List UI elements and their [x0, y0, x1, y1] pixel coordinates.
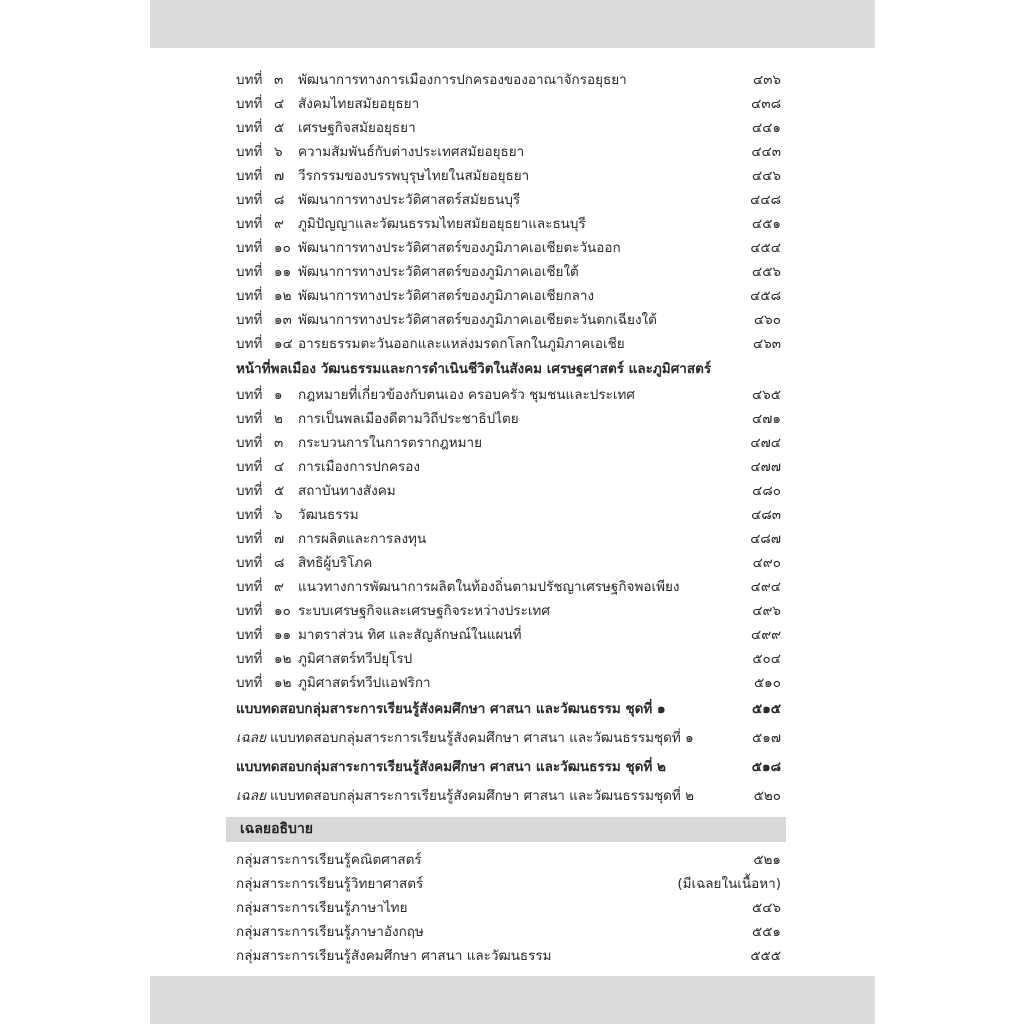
chapter-label: บทที่	[236, 411, 263, 427]
page-number: ๕๒๐	[753, 788, 781, 804]
chapter-number: ๑๑	[274, 264, 292, 280]
entry-title-text: แบบทดสอบกลุ่มสาระการเรียนรู้สังคมศึกษา ศาสนา และวัฒนธรรมชุดที่ ๒	[270, 788, 695, 804]
answer-subject-entry	[236, 872, 781, 896]
toc-entry	[236, 236, 781, 260]
chapter-label: บทที่	[236, 96, 263, 112]
chapter-title: ความสัมพันธ์กับต่างประเทศสมัยอยุธยา	[298, 144, 525, 160]
answer-prefix: เฉลย	[236, 730, 266, 746]
chapter-title: วัฒนธรรม	[298, 507, 359, 523]
chapter-label: บทที่	[236, 483, 263, 499]
subject-title: กลุ่มสาระการเรียนรู้สังคมศึกษา ศาสนา และวัฒนธรรม	[236, 948, 552, 964]
subject-title: กลุ่มสาระการเรียนรู้ภาษาไทย	[236, 900, 408, 916]
chapter-title: ระบบเศรษฐกิจและเศรษฐกิจระหว่างประเทศ	[298, 603, 550, 619]
toc-entry	[236, 623, 781, 647]
answers-list	[236, 848, 781, 968]
page-number: ๔๘๓	[751, 507, 781, 523]
chapter-title: แนวทางการพัฒนาการผลิตในท้องถิ่นตามปรัชญาเศรษฐกิจพอเพียง	[298, 579, 680, 595]
chapter-title: ภูมิศาสตร์ทวีปแอฟริกา	[298, 675, 431, 691]
chapter-number: ๑๑	[274, 627, 292, 643]
entry-title	[236, 724, 694, 753]
test-entry	[236, 695, 781, 724]
answers-section-heading: เฉลยอธิบาย	[240, 821, 314, 837]
chapter-label: บทที่	[236, 435, 263, 451]
chapter-number: ๑๐	[274, 603, 291, 619]
chapter-label: บทที่	[236, 555, 263, 571]
page-number: ๔๔๓	[751, 144, 781, 160]
answer-subject-entry	[236, 848, 781, 872]
chapter-label: บทที่	[236, 120, 263, 136]
chapter-number: ๑๒	[274, 651, 292, 667]
chapter-title: พัฒนาการทางประวัติศาสตร์ของภูมิภาคเอเชียกลาง	[298, 288, 595, 304]
toc-entry	[236, 164, 781, 188]
chapter-number: ๙	[274, 216, 284, 232]
chapter-label: บทที่	[236, 72, 263, 88]
toc-entry	[236, 284, 781, 308]
chapter-label: บทที่	[236, 264, 263, 280]
chapter-title: ภูมิศาสตร์ทวีปยุโรป	[298, 651, 413, 667]
page-number: ๔๔๖	[751, 168, 781, 184]
entry-title-text: แบบทดสอบกลุ่มสาระการเรียนรู้สังคมศึกษา ศาสนา และวัฒนธรรม ชุดที่ ๑	[236, 701, 666, 717]
page-number: ๕๑๘	[751, 759, 781, 775]
chapter-number: ๙	[274, 579, 284, 595]
chapter-number: ๘	[274, 192, 285, 208]
subject-title: กลุ่มสาระการเรียนรู้คณิตศาสตร์	[236, 852, 422, 868]
chapter-number: ๑๒	[274, 675, 292, 691]
bottom-margin-bar	[150, 976, 875, 1024]
answer-entry	[236, 724, 781, 753]
chapter-title: กฎหมายที่เกี่ยวข้องกับตนเอง ครอบครัว ชุมชนและประเทศ	[298, 387, 635, 403]
answer-entry	[236, 782, 781, 811]
table-of-contents	[236, 68, 781, 811]
toc-entry	[236, 551, 781, 575]
toc-entry	[236, 575, 781, 599]
page-number: (มีเฉลยในเนื้อหา)	[677, 876, 781, 892]
toc-entry	[236, 407, 781, 431]
subject-title: กลุ่มสาระการเรียนรู้วิทยาศาสตร์	[236, 876, 424, 892]
chapter-label: บทที่	[236, 216, 263, 232]
page-number: ๔๙๖	[752, 603, 781, 619]
chapter-number: ๔	[274, 96, 285, 112]
page-number: ๕๒๑	[753, 852, 781, 868]
page-number: ๔๘๗	[750, 531, 781, 547]
toc-entry	[236, 671, 781, 695]
chapter-number: ๓	[274, 435, 284, 451]
chapter-label: บทที่	[236, 312, 263, 328]
page-number: ๔๓๖	[752, 72, 781, 88]
test-entry	[236, 753, 781, 782]
chapter-title: พัฒนาการทางประวัติศาสตร์ของภูมิภาคเอเชียตะวันตกเฉียงใต้	[298, 312, 657, 328]
page-number: ๔๗๔	[750, 435, 781, 451]
toc-entry	[236, 503, 781, 527]
page-number: ๕๑๗	[752, 730, 781, 746]
chapter-number: ๑๓	[274, 312, 292, 328]
page-number: ๕๕๑	[751, 924, 781, 940]
chapter-number: ๔	[274, 459, 285, 475]
toc-entry	[236, 260, 781, 284]
chapter-number: ๖	[274, 144, 283, 160]
toc-entry	[236, 479, 781, 503]
page-number: ๔๖๕	[751, 387, 781, 403]
toc-entry	[236, 647, 781, 671]
page-number: ๔๙๐	[752, 555, 781, 571]
page-number: ๕๔๖	[751, 900, 781, 916]
page-number: ๔๕๖	[751, 264, 781, 280]
entry-title	[236, 695, 666, 724]
chapter-title: สิทธิผู้บริโภค	[298, 555, 373, 571]
chapter-title: พัฒนาการทางการเมืองการปกครองของอาณาจักรอยุธยา	[298, 72, 627, 88]
toc-entry	[236, 212, 781, 236]
answer-subject-entry	[236, 920, 781, 944]
chapter-title: พัฒนาการทางประวัติศาสตร์ของภูมิภาคเอเชียตะวันออก	[298, 240, 621, 256]
answer-subject-entry	[236, 944, 781, 968]
chapter-title: การเมืองการปกครอง	[298, 459, 420, 475]
chapter-label: บทที่	[236, 192, 263, 208]
test-list	[236, 695, 781, 811]
chapter-label: บทที่	[236, 651, 263, 667]
page-number: ๕๑๕	[751, 701, 781, 717]
chapter-number: ๗	[274, 531, 285, 547]
toc-entry	[236, 599, 781, 623]
answer-prefix: เฉลย	[236, 788, 266, 804]
section-heading: หน้าที่พลเมือง วัฒนธรรมและการดำเนินชีวิตในสังคม เศรษฐศาสตร์ และภูมิศาสตร์	[236, 361, 712, 377]
chapter-number: ๑๔	[274, 336, 293, 352]
toc-entry	[236, 92, 781, 116]
chapter-label: บทที่	[236, 675, 263, 691]
chapter-list-history	[236, 68, 781, 356]
page-number: ๔๓๘	[751, 96, 781, 112]
chapter-number: ๕	[274, 120, 285, 136]
page-number: ๔๕๔	[750, 240, 781, 256]
chapter-title: พัฒนาการทางประวัติศาสตร์สมัยธนบุรี	[298, 192, 521, 208]
page-number: ๔๔๘	[750, 192, 781, 208]
answers-section-band	[226, 817, 786, 842]
entry-title	[236, 753, 666, 782]
chapter-label: บทที่	[236, 144, 263, 160]
page-number: ๔๔๑	[751, 120, 781, 136]
chapter-title: มาตราส่วน ทิศ และสัญลักษณ์ในแผนที่	[298, 627, 522, 643]
toc-entry	[236, 431, 781, 455]
chapter-label: บทที่	[236, 579, 263, 595]
chapter-title: เศรษฐกิจสมัยอยุธยา	[298, 120, 416, 136]
chapter-title: สังคมไทยสมัยอยุธยา	[298, 96, 420, 112]
page-number: ๕๐๔	[752, 651, 781, 667]
entry-title-text: แบบทดสอบกลุ่มสาระการเรียนรู้สังคมศึกษา ศาสนา และวัฒนธรรมชุดที่ ๑	[270, 730, 694, 746]
chapter-label: บทที่	[236, 459, 263, 475]
chapter-title: สถาบันทางสังคม	[298, 483, 396, 499]
page-number: ๔๗๑	[752, 411, 781, 427]
subject-title: กลุ่มสาระการเรียนรู้ภาษาอังกฤษ	[236, 924, 424, 940]
chapter-title: กระบวนการในการตรากฎหมาย	[298, 435, 483, 451]
chapter-title: การเป็นพลเมืองดีตามวิถีประชาธิปไตย	[298, 411, 519, 427]
toc-entry	[236, 188, 781, 212]
chapter-number: ๑๐	[274, 240, 291, 256]
entry-title-text: แบบทดสอบกลุ่มสาระการเรียนรู้สังคมศึกษา ศาสนา และวัฒนธรรม ชุดที่ ๒	[236, 759, 666, 775]
toc-entry	[236, 332, 781, 356]
chapter-label: บทที่	[236, 387, 263, 403]
page-number: ๔๘๐	[752, 483, 781, 499]
page-number: ๔๖๐	[753, 312, 781, 328]
chapter-title: การผลิตและการลงทุน	[298, 531, 427, 547]
chapter-number: ๓	[274, 72, 284, 88]
chapter-label: บทที่	[236, 168, 263, 184]
toc-entry	[236, 383, 781, 407]
toc-entry	[236, 527, 781, 551]
chapter-label: บทที่	[236, 507, 263, 523]
chapter-label: บทที่	[236, 603, 263, 619]
page-number: ๔๖๓	[752, 336, 781, 352]
toc-entry	[236, 68, 781, 92]
chapter-list-civics	[236, 383, 781, 695]
toc-entry	[236, 308, 781, 332]
page-number: ๕๑๐	[753, 675, 781, 691]
chapter-title: อารยธรรมตะวันออกและแหล่งมรดกโลกในภูมิภาคเอเชีย	[298, 336, 625, 352]
toc-entry	[236, 116, 781, 140]
chapter-label: บทที่	[236, 240, 263, 256]
chapter-label: บทที่	[236, 288, 263, 304]
chapter-number: ๑	[274, 387, 283, 403]
chapter-number: ๘	[274, 555, 285, 571]
top-margin-bar	[150, 0, 875, 48]
chapter-label: บทที่	[236, 336, 263, 352]
chapter-label: บทที่	[236, 531, 263, 547]
chapter-title: วีรกรรมของบรรพบุรุษไทยในสมัยอยุธยา	[298, 168, 530, 184]
chapter-title: ภูมิปัญญาและวัฒนธรรมไทยสมัยอยุธยาและธนบุรี	[298, 216, 586, 232]
toc-entry	[236, 140, 781, 164]
page-number: ๔๕๘	[750, 288, 781, 304]
page-number: ๔๗๗	[750, 459, 781, 475]
page-number: ๔๕๑	[751, 216, 781, 232]
chapter-number: ๑๒	[274, 288, 292, 304]
chapter-number: ๖	[274, 507, 283, 523]
chapter-number: ๕	[274, 483, 285, 499]
entry-title	[236, 782, 694, 811]
page-number: ๕๕๕	[750, 948, 781, 964]
chapter-number: ๗	[274, 168, 285, 184]
answer-subject-entry	[236, 896, 781, 920]
toc-entry	[236, 455, 781, 479]
page-number: ๔๙๙	[751, 627, 781, 643]
chapter-label: บทที่	[236, 627, 263, 643]
chapter-number: ๒	[274, 411, 283, 427]
page-number: ๔๙๔	[750, 579, 781, 595]
chapter-title: พัฒนาการทางประวัติศาสตร์ของภูมิภาคเอเชียใต้	[298, 264, 579, 280]
